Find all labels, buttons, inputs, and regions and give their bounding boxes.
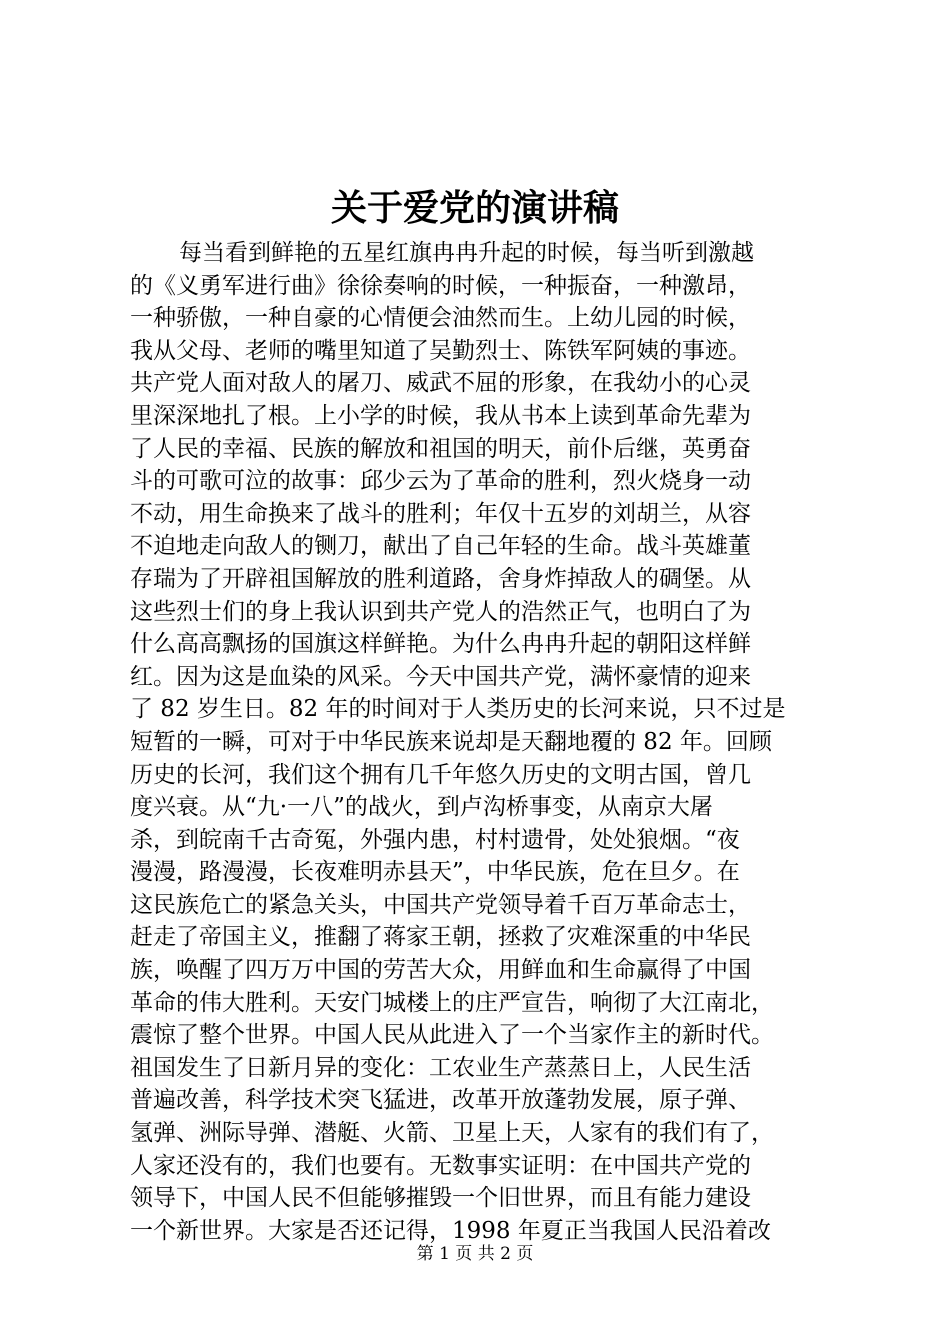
body-line: 这民族危亡的紧急关头，中国共产党领导着千百万革命志士，	[130, 891, 751, 918]
body-line: 短暂的一瞬，可对于中华民族来说却是天翻地覆的 82 年。回顾	[130, 728, 772, 755]
body-line: 度兴衰。从“九·一八”的战火，到卢沟桥事变，从南京大屠	[130, 794, 713, 821]
body-line: 氢弹、洲际导弹、潜艇、火箭、卫星上天，人家有的我们有了，	[130, 1120, 774, 1147]
body-line: 不动，用生命换来了战斗的胜利；年仅十五岁的刘胡兰，从容	[130, 500, 751, 527]
body-line: 了人民的幸福、民族的解放和祖国的明天，前仆后继，英勇奋	[130, 435, 751, 462]
document-body	[130, 237, 835, 1247]
body-line: 什么高高飘扬的国旗这样鲜艳。为什么冉冉升起的朝阳这样鲜	[130, 631, 751, 658]
body-line: 震惊了整个世界。中国人民从此进入了一个当家作主的新时代。	[130, 1022, 774, 1049]
body-line: 共产党人面对敌人的屠刀、威武不屈的形象，在我幼小的心灵	[130, 370, 751, 397]
body-line: 革命的伟大胜利。天安门城楼上的庄严宣告，响彻了大江南北，	[130, 989, 774, 1016]
page-footer: 第 1 页 共 2 页	[416, 1244, 534, 1264]
body-line: 这些烈士们的身上我认识到共产党人的浩然正气，也明白了为	[130, 598, 751, 625]
body-line: 族，唤醒了四万万中国的劳苦大众，用鲜血和生命赢得了中国	[130, 957, 751, 984]
body-line: 杀，到皖南千古奇冤，外强内患，村村遗骨，处处狼烟。“夜	[130, 826, 740, 853]
body-line: 不迫地走向敌人的铡刀，献出了自己年轻的生命。战斗英雄董	[130, 533, 751, 560]
body-line: 存瑞为了开辟祖国解放的胜利道路，舍身炸掉敌人的碉堡。从	[130, 565, 751, 592]
body-line: 红。因为这是血染的风采。今天中国共产党，满怀豪情的迎来	[130, 663, 751, 690]
body-line: 一个新世界。大家是否还记得，1998 年夏正当我国人民沿着改	[130, 1217, 771, 1244]
body-line: 人家还没有的，我们也要有。无数事实证明：在中国共产党的	[130, 1152, 751, 1179]
body-line: 一种骄傲，一种自豪的心情便会油然而生。上幼儿园的时候，	[130, 305, 751, 332]
body-line: 漫漫，路漫漫，长夜难明赤县天”，中华民族，危在旦夕。在	[130, 859, 740, 886]
document-title: 关于爱党的演讲稿	[330, 187, 619, 229]
body-line: 普遍改善，科学技术突飞猛进，改革开放蓬勃发展，原子弹、	[130, 1087, 751, 1114]
body-line: 里深深地扎了根。上小学的时候，我从书本上读到革命先辈为	[130, 402, 751, 429]
body-line: 斗的可歌可泣的故事：邱少云为了革命的胜利，烈火烧身一动	[130, 468, 751, 495]
body-line: 每当看到鲜艳的五星红旗冉冉升起的时候，每当听到激越	[179, 240, 754, 266]
body-line: 历史的长河，我们这个拥有几千年悠久历史的文明古国，曾几	[130, 761, 751, 788]
body-line: 祖国发生了日新月异的变化：工农业生产蒸蒸日上，人民生活	[130, 1054, 751, 1081]
body-line: 赶走了帝国主义，推翻了蒋家王朝，拯救了灾难深重的中华民	[130, 924, 751, 951]
body-line: 领导下，中国人民不但能够摧毁一个旧世界，而且有能力建设	[130, 1185, 751, 1212]
body-line: 了 82 岁生日。82 年的时间对于人类历史的长河来说，只不过是	[130, 696, 786, 723]
body-line: 的《义勇军进行曲》徐徐奏响的时候，一种振奋，一种激昂，	[130, 272, 751, 299]
body-line: 我从父母、老师的嘴里知道了吴勤烈士、陈铁军阿姨的事迹。	[130, 337, 751, 364]
